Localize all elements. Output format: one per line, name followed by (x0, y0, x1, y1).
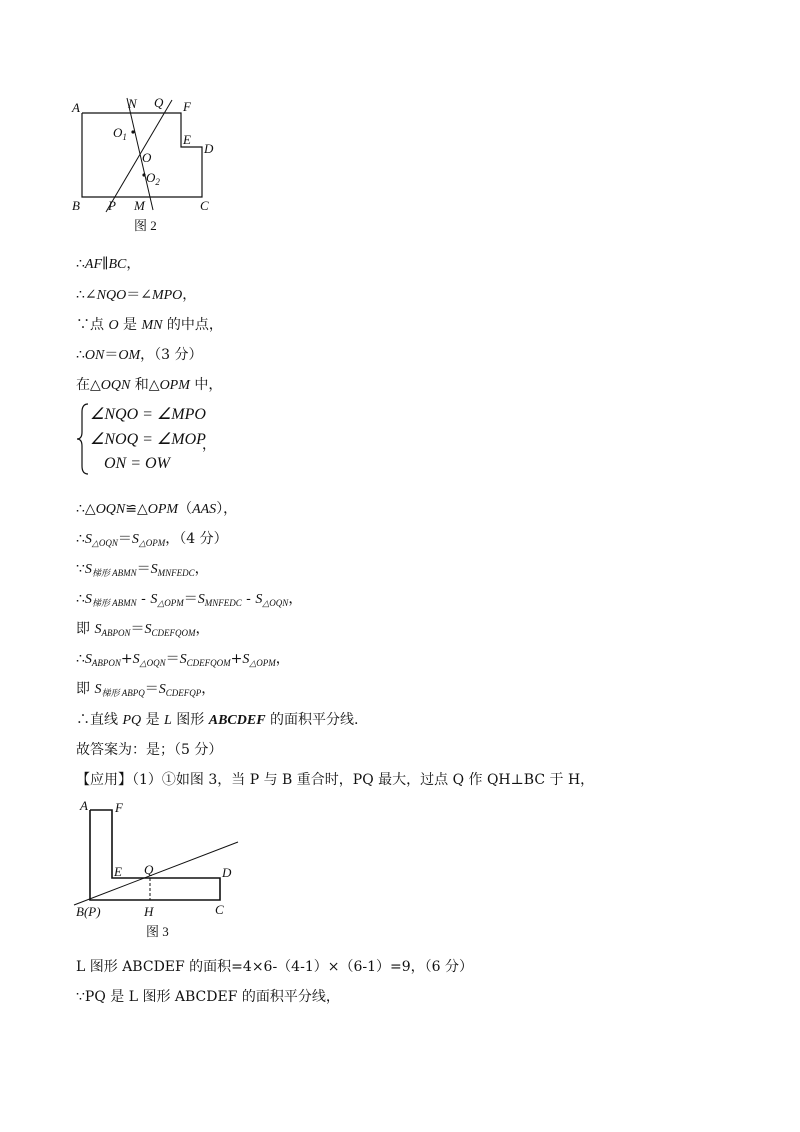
left-brace-icon (76, 402, 90, 476)
label-a: A (80, 798, 88, 813)
proof-line-3: ∵点 O 是 MN 的中点， (76, 317, 223, 333)
proof-line-7: $\therefore S_{\triangle OQN}=S_{\triangle OPM}$，（4 分） (76, 531, 228, 548)
system-row-1: ∠NQO = ∠MPO (90, 406, 206, 423)
figure-3 (66, 792, 256, 944)
label-n: N (128, 96, 137, 111)
label-q: Q (144, 862, 154, 877)
label-d: D (204, 141, 214, 156)
label-f: F (115, 800, 123, 815)
proof-line-1: ∴AF∥BC， (76, 256, 141, 272)
label-m: M (134, 198, 145, 213)
proof-line-10: 即 $S_{ABPON}=S_{CDEFQOM}$， (76, 621, 210, 638)
proof-line-11: $\therefore S_{ABPON}+S_{\triangle OQN}=S_{CDEFQOM}+S_{\triangle OPM}$， (76, 651, 290, 668)
area-line: L 图形 ABCDEF 的面积=4×6-（4-1）×（6-1）=9，（6 分） (76, 959, 473, 975)
proof-line-2: ∴∠NQO＝∠MPO， (76, 287, 197, 303)
figure-3-caption: 图 3 (146, 924, 169, 939)
system-row-2: ∠NOQ = ∠MOP (90, 431, 206, 448)
label-b-p: B(P) (76, 904, 101, 919)
bisector-line: ∵PQ 是 L 图形 ABCDEF 的面积平分线， (76, 989, 340, 1005)
label-e: E (114, 864, 122, 879)
point-o1 (131, 130, 134, 133)
proof-line-9: $\therefore S_{梯形 ABMN} - S_{\triangle OPM}=S_{MNFEDC} - S_{\triangle OQN}$， (76, 591, 303, 608)
label-o1: $O_1$ (113, 125, 127, 142)
system-trailing-comma: ， (202, 438, 216, 453)
proof-line-4: ∴ON＝OM，（3 分） (76, 347, 203, 363)
application-heading: 【应用】（1）①如图 3，当 P 与 B 重合时，PQ 最大，过点 Q 作 QH⊥BC 于 H， (76, 772, 595, 788)
label-c: C (215, 902, 224, 917)
label-a: A (72, 100, 80, 115)
proof-line-12: 即 $S_{梯形 ABPQ}=S_{CDEFQP}$， (76, 681, 216, 698)
label-p: P (108, 198, 116, 213)
label-h: H (144, 904, 154, 919)
system-row-3: ON = OW (104, 455, 170, 472)
figure-2 (66, 92, 236, 240)
label-o: O (142, 150, 152, 165)
label-b: B (72, 198, 80, 213)
label-q: Q (154, 95, 164, 110)
proof-line-5: 在△OQN 和△OPM 中， (76, 377, 223, 393)
label-o2: $O_2$ (146, 170, 160, 187)
label-e: E (183, 132, 191, 147)
figure-2-line-pq (106, 100, 172, 212)
proof-line-6: ∴△OQN≌△OPM（AAS）， (76, 501, 238, 517)
label-d: D (222, 865, 232, 880)
figure-2-caption: 图 2 (134, 218, 157, 233)
equation-system (76, 402, 276, 476)
proof-line-13: ∴直线 PQ 是 L 图形 ABCDEF 的面积平分线. (76, 712, 359, 728)
figure-3-l-shape (90, 810, 220, 900)
proof-line-14: 故答案为：是；（5 分） (76, 742, 223, 758)
label-c: C (200, 198, 209, 213)
proof-line-8: $\because S_{梯形 ABMN}=S_{MNFEDC}$， (76, 561, 209, 578)
figure-3-line-pq (74, 842, 238, 905)
label-f: F (183, 99, 191, 114)
